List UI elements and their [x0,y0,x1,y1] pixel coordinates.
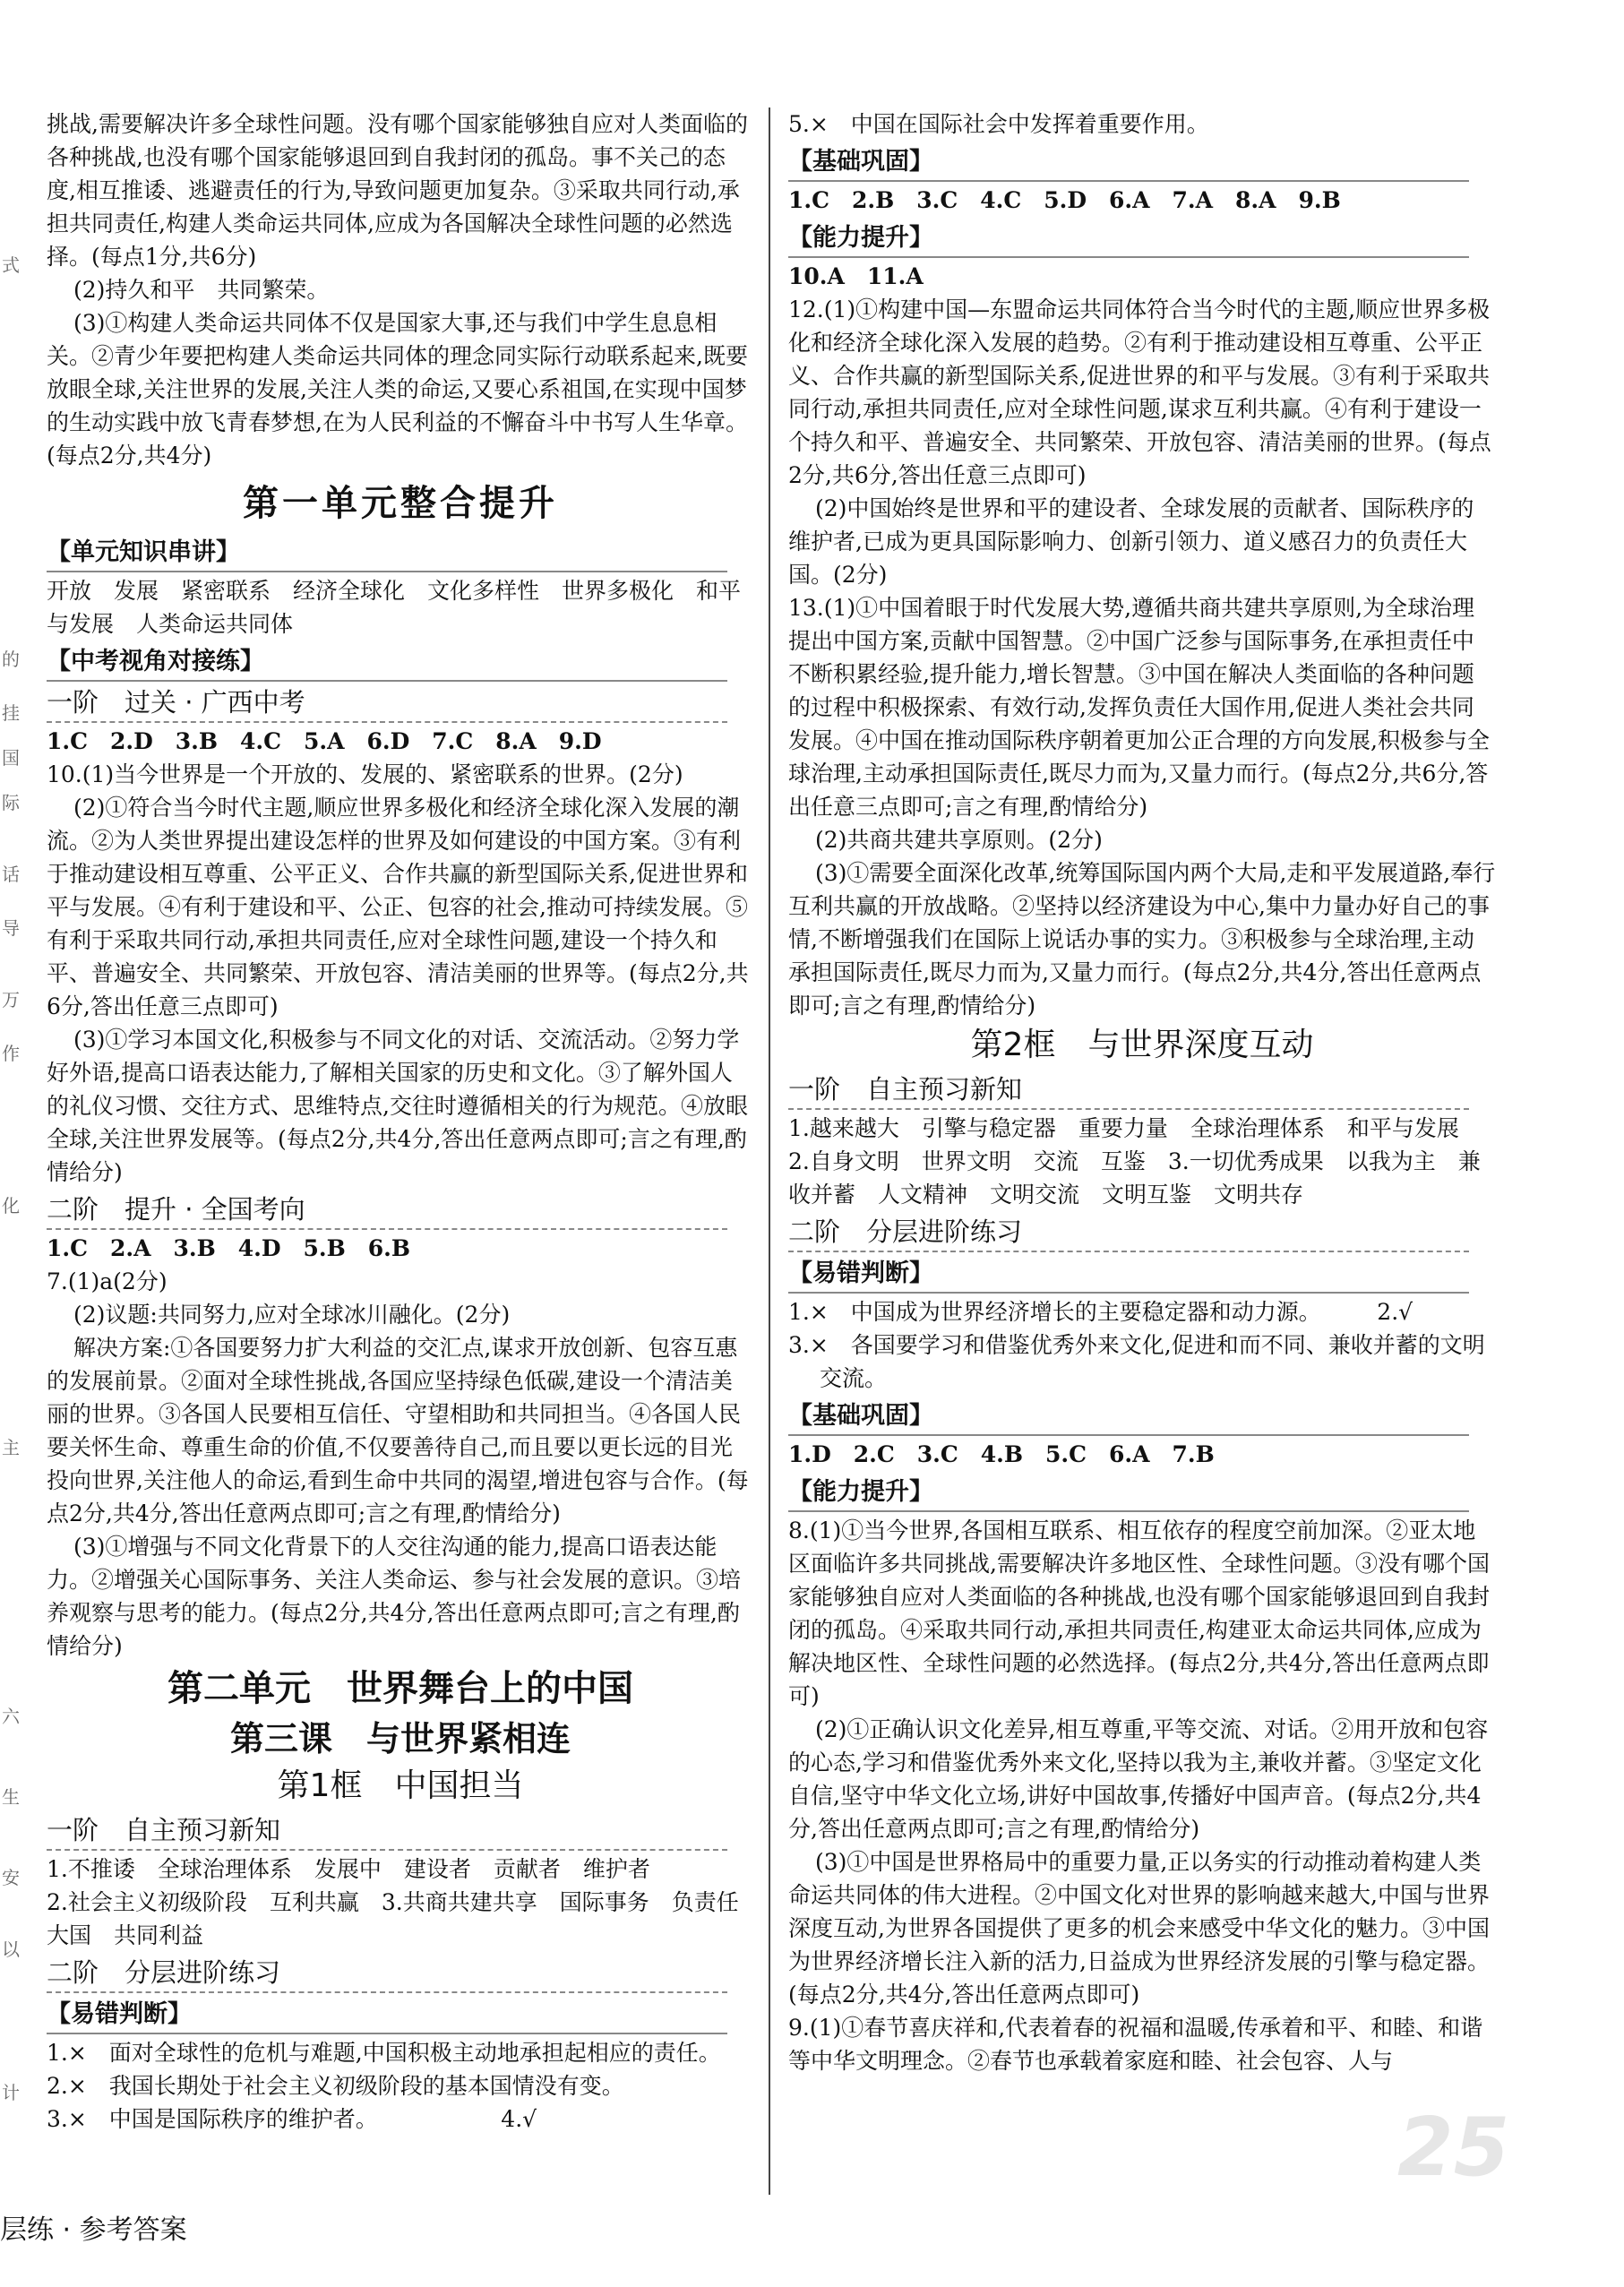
stage-heading: 一阶 自主预习新知 [788,1070,1469,1110]
stage-heading: 一阶 过关 · 广西中考 [47,684,727,723]
choice-answers: 1.D 2.C 3.C 4.B 5.C 6.A 7.B [788,1441,1215,1467]
kuang1-title: 第1框 中国担当 [277,1767,524,1804]
left-column [47,107,754,2136]
judgment-item: 3.× 中国是国际秩序的维护者。 4.√ [47,2106,537,2132]
preview-answers: 1.不推诿 全球治理体系 发展中 建设者 贡献者 维护者 [47,1856,650,1882]
edge-mark: 式 [2,254,20,276]
edge-mark: 主 [2,1437,20,1458]
edge-mark: 挂 [2,702,20,724]
cropped-left-edge [0,143,23,2186]
choice-answers: 10.A 11.A [788,263,924,289]
edge-mark: 以 [2,1939,20,1960]
section-badge: 【易错判断】 [788,1256,1469,1294]
stage-heading: 二阶 分层进阶练习 [788,1213,1469,1252]
answer-paragraph: 8.(1)①当今世界,各国相互联系、相互依存的程度空前加深。②亚太地区面临许多共同挑战,需要解决许多地区性、全球性问题。③没有哪个国家能够独自应对人类面临的各种挑战,也没有哪个国家能够退回到自我封闭的孤岛。④采取共同行动,承担共同责任,构建亚太命运共同体,应成为解决地区性、全球性问题的必然选择。(每点2分,共4分,答出任意两点即可) [788,1518,1490,1709]
judgment-item: 1.× 面对全球性的危机与难题,中国积极主动地承担起相应的责任。 [47,2040,721,2066]
choice-answers: 1.C 2.D 3.B 4.C 5.A 6.D 7.C 8.A 9.D [47,728,602,754]
intro-paragraph: 挑战,需要解决许多全球性问题。没有哪个国家能够独自应对人类面临的各种挑战,也没有哪个国家能够退回到自我封闭的孤岛。事不关己的态度,相互推诿、逃避责任的行为,导致问题更加复杂。③采取共同行动,承担共同责任,构建人类命运共同体,应成为各国解决全球性问题的必然选择。(每点1分,共6分) [47,111,748,270]
preview-answers: 2.社会主义初级阶段 互利共赢 3.共商共建共享 国际事务 负责任大国 共同利益 [47,1889,739,1948]
answer-paragraph: (2)①符合当今时代主题,顺应世界多极化和经济全球化深入发展的潮流。②为人类世界提出建设怎样的世界及如何建设的中国方案。③有利于推动建设相互尊重、公平正义、合作共赢的新型国际关系,促进世界和平与发展。④有利于建设和平、公正、包容的社会,推动可持续发展。⑤有利于采取共同行动,承担共同责任,应对全球性问题,建设一个持久和平、普遍安全、共同繁荣、开放包容、清洁美丽的世界等。(每点2分,共6分,答出任意三点即可) [47,795,749,1019]
page-number: 25 [1397,2101,1510,2195]
edge-mark: 作 [2,1043,20,1064]
edge-mark: 生 [2,1786,20,1808]
edge-mark: 的 [2,649,20,670]
choice-answers: 1.C 2.B 3.C 4.C 5.D 6.A 7.A 8.A 9.B [788,187,1341,213]
choice-answers: 1.C 2.A 3.B 4.D 5.B 6.B [47,1235,410,1261]
page-footer: 层练 · 参考答案 [0,2214,187,2246]
edge-mark: 化 [2,1195,20,1217]
lesson3-title: 第三课 与世界紧相连 [229,1719,571,1758]
answer-paragraph: (3)①中国是世界格局中的重要力量,正以务实的行动推动着构建人类命运共同体的伟大进程。②中国文化对世界的影响越来越大,中国与世界深度互动,为世界各国提供了更多的机会来感受中华文化的魅力。③中国为世界经济增长注入新的活力,日益成为世界经济发展的引擎与稳定器。(每点2分,共4分,答出任意两点即可) [788,1849,1490,2008]
answer-paragraph: 7.(1)a(2分) [47,1268,168,1294]
answer-paragraph: 13.(1)①中国着眼于时代发展大势,遵循共商共建共享原则,为全球治理提出中国方案,贡献中国智慧。②中国广泛参与国际事务,在承担责任中不断积累经验,提升能力,增长智慧。③中国在解决人类面临的各种问题的过程中积极探索、有效行动,发挥负责任大国作用,促进人类社会共同发展。④中国在推动国际秩序朝着更加公正合理的方向发展,积极参与全球治理,主动承担国际责任,既尽力而为,又量力而行。(每点2分,共6分,答出任意三点即可;言之有理,酌情给分) [788,595,1490,820]
stage-heading: 一阶 自主预习新知 [47,1811,727,1851]
stage-heading: 二阶 分层进阶练习 [47,1954,727,1993]
kuang2-title: 第2框 与世界深度互动 [970,1027,1314,1063]
answer-paragraph: (2)共商共建共享原则。(2分) [815,827,1103,853]
intro-paragraph: (2)持久和平 共同繁荣。 [73,277,330,303]
unit1-title: 第一单元整合提升 [243,482,558,524]
judgment-item: 1.× 中国成为世界经济增长的主要稳定器和动力源。 2.√ [788,1299,1413,1325]
answer-paragraph: 10.(1)当今世界是一个开放的、发展的、紧密联系的世界。(2分) [47,761,683,787]
answer-paragraph: 解决方案:①各国要努力扩大利益的交汇点,谋求开放创新、包容互惠的发展前景。②面对全球性挑战,各国应坚持绿色低碳,建设一个清洁美丽的世界。③各国人民要相互信任、守望相助和共同担当。④各国人民要关怀生命、尊重生命的价值,不仅要善待自己,而且要以更长远的目光投向世界,关注他人的命运,看到生命中共同的渴望,增进包容与合作。(每点2分,共4分,答出任意两点即可;言之有理,酌情给分) [47,1335,749,1526]
right-column [788,107,1496,2077]
answer-paragraph: (2)①正确认识文化差异,相互尊重,平等交流、对话。②用开放和包容的心态,学习和借鉴优秀外来文化,坚持以我为主,兼收并蓄。③坚定文化自信,坚守中华文化立场,讲好中国故事,传播好中国声音。(每点2分,共4分,答出任意两点即可;言之有理,酌情给分) [788,1716,1489,1842]
edge-mark: 安 [2,1867,20,1888]
answer-paragraph: 9.(1)①春节喜庆祥和,代表着春的祝福和温暖,传承着和平、和睦、和谐等中华文明理念。②春节也承载着家庭和睦、社会包容、人与 [788,2015,1483,2074]
edge-mark: 国 [2,747,20,769]
judgment-item: 2.× 我国长期处于社会主义初级阶段的基本国情没有变。 [47,2073,624,2099]
column-divider [769,107,770,2195]
edge-mark: 六 [2,1706,20,1727]
section-badge: 【能力提升】 [788,220,1469,258]
answer-paragraph: 12.(1)①构建中国—东盟命运共同体符合当今时代的主题,顺应世界多极化和经济全球化深入发展的趋势。②有利于推动建设相互尊重、公平正义、合作共赢的新型国际关系,促进世界的和平与发展。③有利于采取共同行动,承担共同责任,应对全球性问题,谋求互利共赢。④有利于建设一个持久和平、普遍安全、共同繁荣、开放包容、清洁美丽的世界。(每点2分,共6分,答出任意三点即可) [788,297,1491,488]
section-badge: 【基础巩固】 [788,144,1469,182]
preview-answers: 1.越来越大 引擎与稳定器 重要力量 全球治理体系 和平与发展 2.自身文明 世界文明 交流 互鉴 3.一切优秀成果 以我为主 兼收并蓄 人文精神 文明交流 文明互鉴 文明共存 [788,1115,1482,1208]
edge-mark: 话 [2,864,20,885]
section-badge: 【基础巩固】 [788,1398,1469,1436]
edge-mark: 际 [2,792,20,813]
edge-mark: 导 [2,917,20,939]
answer-paragraph: (3)①增强与不同文化背景下的人交往沟通的能力,提高口语表达能力。②增强关心国际事务、关注人类命运、参与社会发展的意识。③培养观察与思考的能力。(每点2分,共4分,答出任意两点即可;言之有理,酌情给分) [47,1534,742,1659]
answer-paragraph: (3)①学习本国文化,积极参与不同文化的对话、交流活动。②努力学好外语,提高口语表达能力,了解相关国家的历史和文化。③了解外国人的礼仪习惯、交往方式、思维特点,交往时遵循相关的行为规范。④放眼全球,关注世界发展等。(每点2分,共4分,答出任意两点即可;言之有理,酌情给分) [47,1027,748,1185]
intro-paragraph: (3)①构建人类命运共同体不仅是国家大事,还与我们中学生息息相关。②青少年要把构建人类命运共同体的理念同实际行动联系起来,既要放眼全球,关注世界的发展,关注人类的命运,又要心系祖国,在实现中国梦的生动实践中放飞青春梦想,在为人民利益的不懈奋斗中书写人生华章。(每点2分,共4分) [47,310,748,469]
answer-paragraph: (2)议题:共同努力,应对全球冰川融化。(2分) [73,1302,511,1328]
edge-mark: 万 [2,989,20,1010]
unit2-title: 第二单元 世界舞台上的中国 [168,1668,633,1709]
knowledge-keywords: 开放 发展 紧密联系 经济全球化 文化多样性 世界多极化 和平与发展 人类命运共同体 [47,578,742,637]
stage-heading: 二阶 提升 · 全国考向 [47,1191,727,1230]
edge-mark: 计 [2,2082,20,2103]
answer-paragraph: (3)①需要全面深化改革,统筹国际国内两个大局,走和平发展道路,奉行互利共赢的开放战略。②坚持以经济建设为中心,集中力量办好自己的事情,不断增强我们在国际上说话办事的实力。③积极参与全球治理,主动承担国际责任,既尽力而为,又量力而行。(每点2分,共4分,答出任意两点即可;言之有理,酌情给分) [788,860,1496,1019]
section-badge: 【易错判断】 [47,1997,727,2034]
section-badge: 【能力提升】 [788,1475,1469,1512]
section-badge: 【单元知识串讲】 [47,535,727,572]
answer-paragraph: (2)中国始终是世界和平的建设者、全球发展的贡献者、国际秩序的维护者,已成为更具国际影响力、创新引领力、道义感召力的负责任大国。(2分) [788,495,1474,588]
judgment-item: 3.× 各国要学习和借鉴优秀外来文化,促进和而不同、兼收并蓄的文明交流。 [788,1332,1485,1391]
section-badge: 【中考视角对接练】 [47,644,727,682]
judgment-item: 5.× 中国在国际社会中发挥着重要作用。 [788,111,1209,137]
